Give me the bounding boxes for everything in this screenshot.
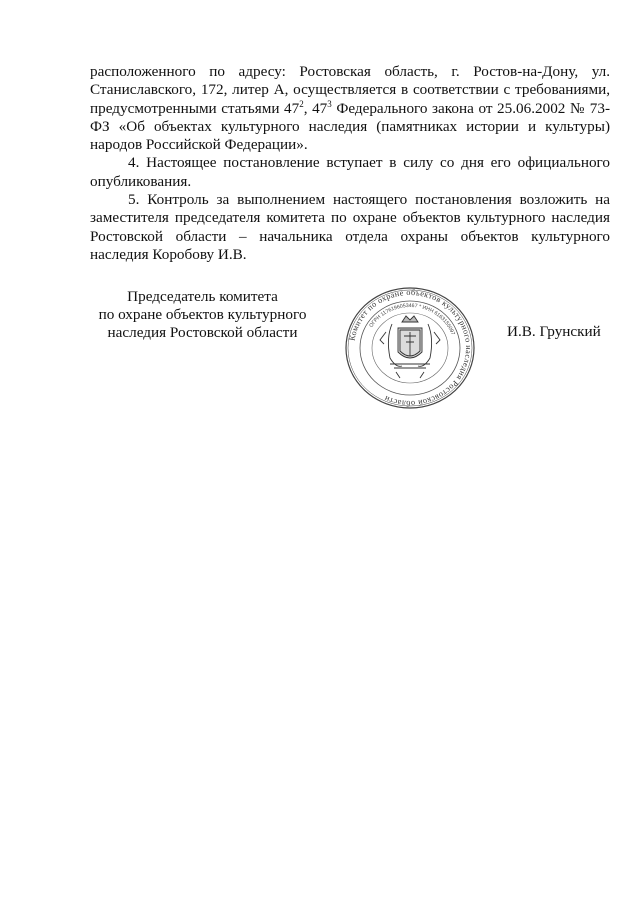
signatory-title-line-2: по охране объектов культурного [98,306,307,323]
intro-line-3: с требованиями, предусмотренными статьями 47 [90,81,610,117]
intro-line-3b: , 47 [303,99,328,117]
seal-inner-text: ОГРН 1176196053467 * ИНН 6163155097 [368,302,456,337]
paragraph-item-4: 4. Настоящее постановление вступает в силу со дня его официального опубликования. [90,154,610,190]
signatory-title-line-1: Председатель комитета [127,288,278,305]
paragraph-item-5: 5. Контроль за выполнением настоящего постановления возложить на заместителя председателя комитета по охране объектов культурного наследия Ростовской области – начальника отдела охраны объектов культурного наследия Коробову И.В. [90,191,610,263]
superscript-3: 3 [327,98,332,109]
intro-line-2: ул. Станиславского, 172, литер А, осуществляется в соответствии [90,63,610,99]
paragraph-intro [90,63,610,154]
signatory-title-line-3: наследия Ростовской области [107,324,298,341]
official-seal-icon [340,286,480,410]
intro-line-1: расположенного по адресу: Ростовская область, г. Ростов-на-Дону, [90,63,579,80]
superscript-2: 2 [299,98,304,109]
signatory-title [90,288,315,342]
intro-line-5: и культуры) народов Российской Федерации». [90,117,611,154]
intro-line-3c: Федерального закона [331,99,474,117]
seal-outer-text: Комитет по охране объектов культурного наследия Ростовской области [347,287,474,409]
document-body [90,63,610,264]
signatory-name: И.В. Грунский [507,323,601,340]
intro-line-4: от 25.06.2002 № 73-ФЗ «Об объектах культурного наследия (памятниках истории [90,99,611,135]
